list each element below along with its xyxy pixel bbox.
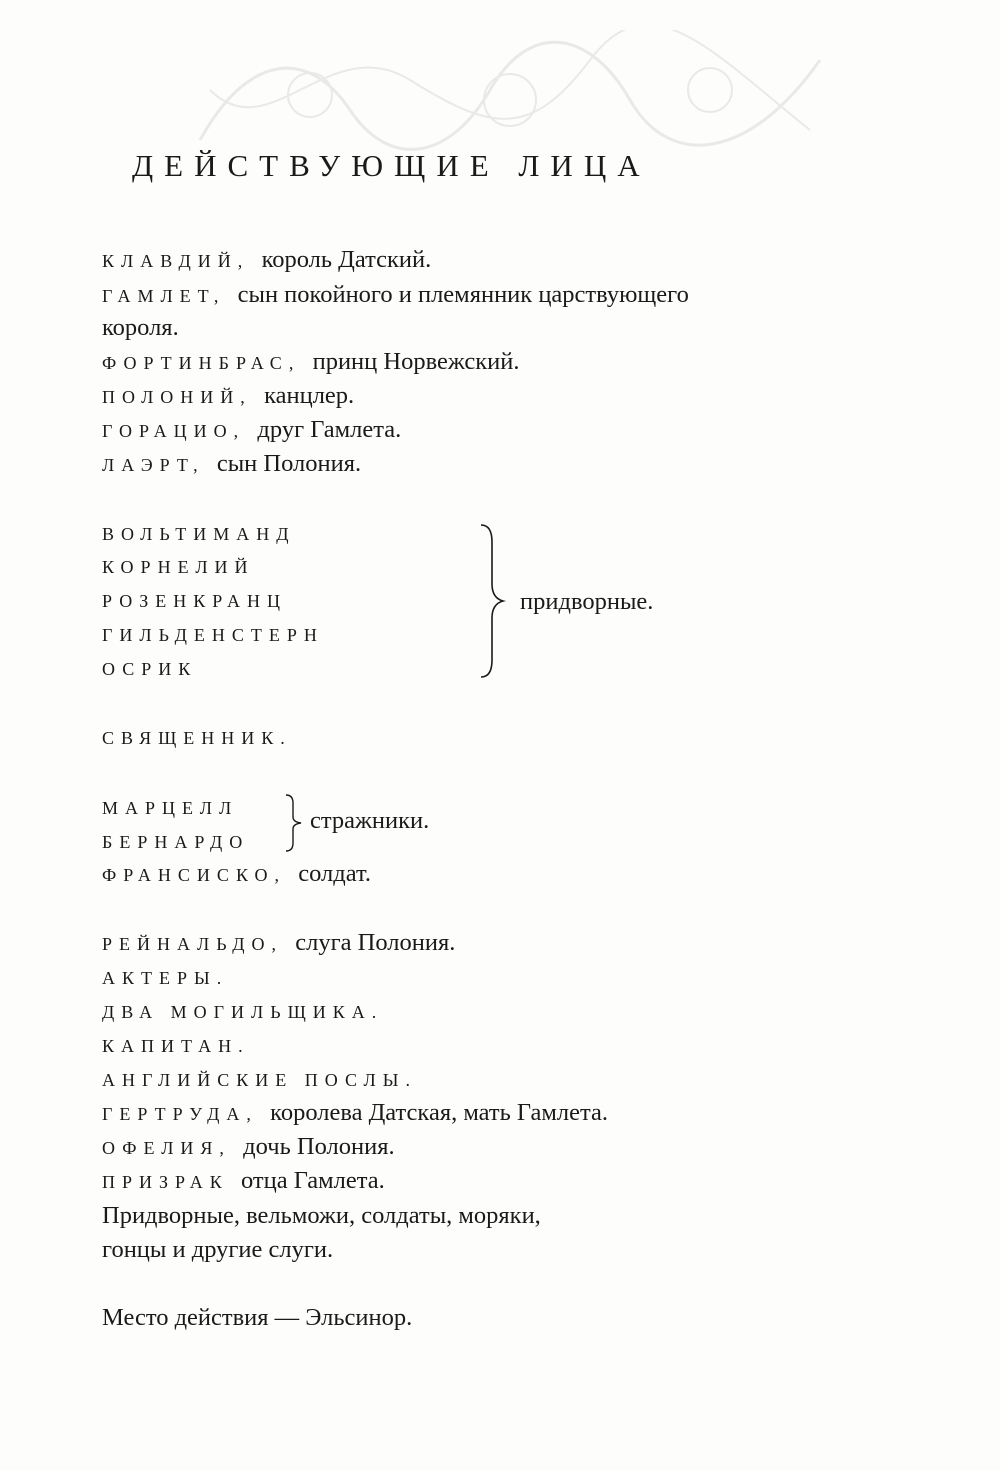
character-line-continued (102, 313, 179, 343)
guards-label: стражники. (310, 807, 430, 834)
character-name: КАПИТАН. (102, 1036, 250, 1056)
courtier-line (102, 551, 255, 582)
character-line (102, 280, 689, 311)
character-desc: принц Норвежский. (312, 348, 520, 375)
character-name: ПРИЗРАК (102, 1172, 229, 1192)
guard-line (102, 826, 249, 857)
character-line (102, 859, 371, 890)
character-desc: сын покойного и племянник царствующего (237, 281, 689, 308)
character-desc: дочь Полония. (243, 1133, 395, 1160)
character-name: КЛАВДИЙ, (102, 251, 250, 271)
character-name: ОФЕЛИЯ, (102, 1138, 231, 1158)
others-line: гонцы и другие слуги. (102, 1236, 334, 1263)
character-line (102, 1064, 417, 1095)
character-line (102, 996, 383, 1027)
character-line (102, 1132, 395, 1163)
right-brace-icon (283, 793, 305, 853)
character-line (102, 1166, 385, 1197)
courtier-name: ОСРИК (102, 659, 198, 679)
character-line (102, 1030, 250, 1061)
courtier-line (102, 585, 287, 616)
character-desc: солдат. (298, 860, 371, 887)
character-desc: канцлер. (264, 382, 355, 409)
courtier-name: ВОЛЬТИМАНД (102, 524, 296, 544)
character-name: ПОЛОНИЙ, (102, 387, 252, 407)
character-name: АКТЕРЫ. (102, 968, 229, 988)
others-line: Придворные, вельможи, солдаты, моряки, (102, 1202, 541, 1229)
courtier-name: ГИЛЬДЕНСТЕРН (102, 625, 324, 645)
character-line (102, 1098, 608, 1129)
character-line (102, 962, 228, 993)
character-name: ДВА МОГИЛЬЩИКА. (102, 1002, 384, 1022)
page-title: ДЕЙСТВУЮЩИЕ ЛИЦА (132, 148, 651, 183)
character-line (102, 722, 292, 753)
character-line (102, 928, 455, 959)
character-line (102, 449, 361, 480)
setting-line: Место действия — Эльсинор. (102, 1304, 413, 1331)
character-name: СВЯЩЕННИК. (102, 728, 292, 748)
character-desc: отца Гамлета. (241, 1167, 385, 1194)
character-line (102, 415, 401, 446)
guard-name: БЕРНАРДО (102, 832, 250, 852)
character-desc: сын Полония. (216, 450, 362, 477)
courtier-line (102, 619, 324, 650)
character-line (102, 381, 354, 412)
character-name: ФОРТИНБРАС, (102, 353, 301, 373)
right-brace-icon (478, 522, 508, 680)
character-desc: король Датский. (261, 246, 432, 273)
character-name: РЕЙНАЛЬДО, (102, 934, 284, 954)
ornament-show-through (190, 30, 830, 160)
character-desc: слуга Полония. (295, 929, 456, 956)
courtier-name: РОЗЕНКРАНЦ (102, 591, 287, 611)
courtiers-label: придворные. (520, 588, 654, 615)
courtier-line (102, 518, 296, 549)
character-name: АНГЛИЙСКИЕ ПОСЛЫ. (102, 1070, 417, 1090)
character-line (102, 245, 431, 276)
character-desc: королева Датская, мать Гамлета. (270, 1099, 608, 1126)
character-name: ГЕРТРУДА, (102, 1104, 258, 1124)
character-desc: друг Гамлета. (257, 416, 402, 443)
character-line (102, 347, 520, 378)
guard-name: МАРЦЕЛЛ (102, 798, 239, 818)
character-name: ФРАНСИСКО, (102, 865, 286, 885)
guard-line (102, 792, 238, 823)
courtier-line (102, 653, 197, 684)
character-name: ЛАЭРТ, (102, 455, 205, 475)
character-desc: короля. (102, 314, 179, 341)
courtier-name: КОРНЕЛИЙ (102, 557, 255, 577)
character-name: ГАМЛЕТ, (102, 286, 226, 306)
character-name: ГОРАЦИО, (102, 421, 246, 441)
